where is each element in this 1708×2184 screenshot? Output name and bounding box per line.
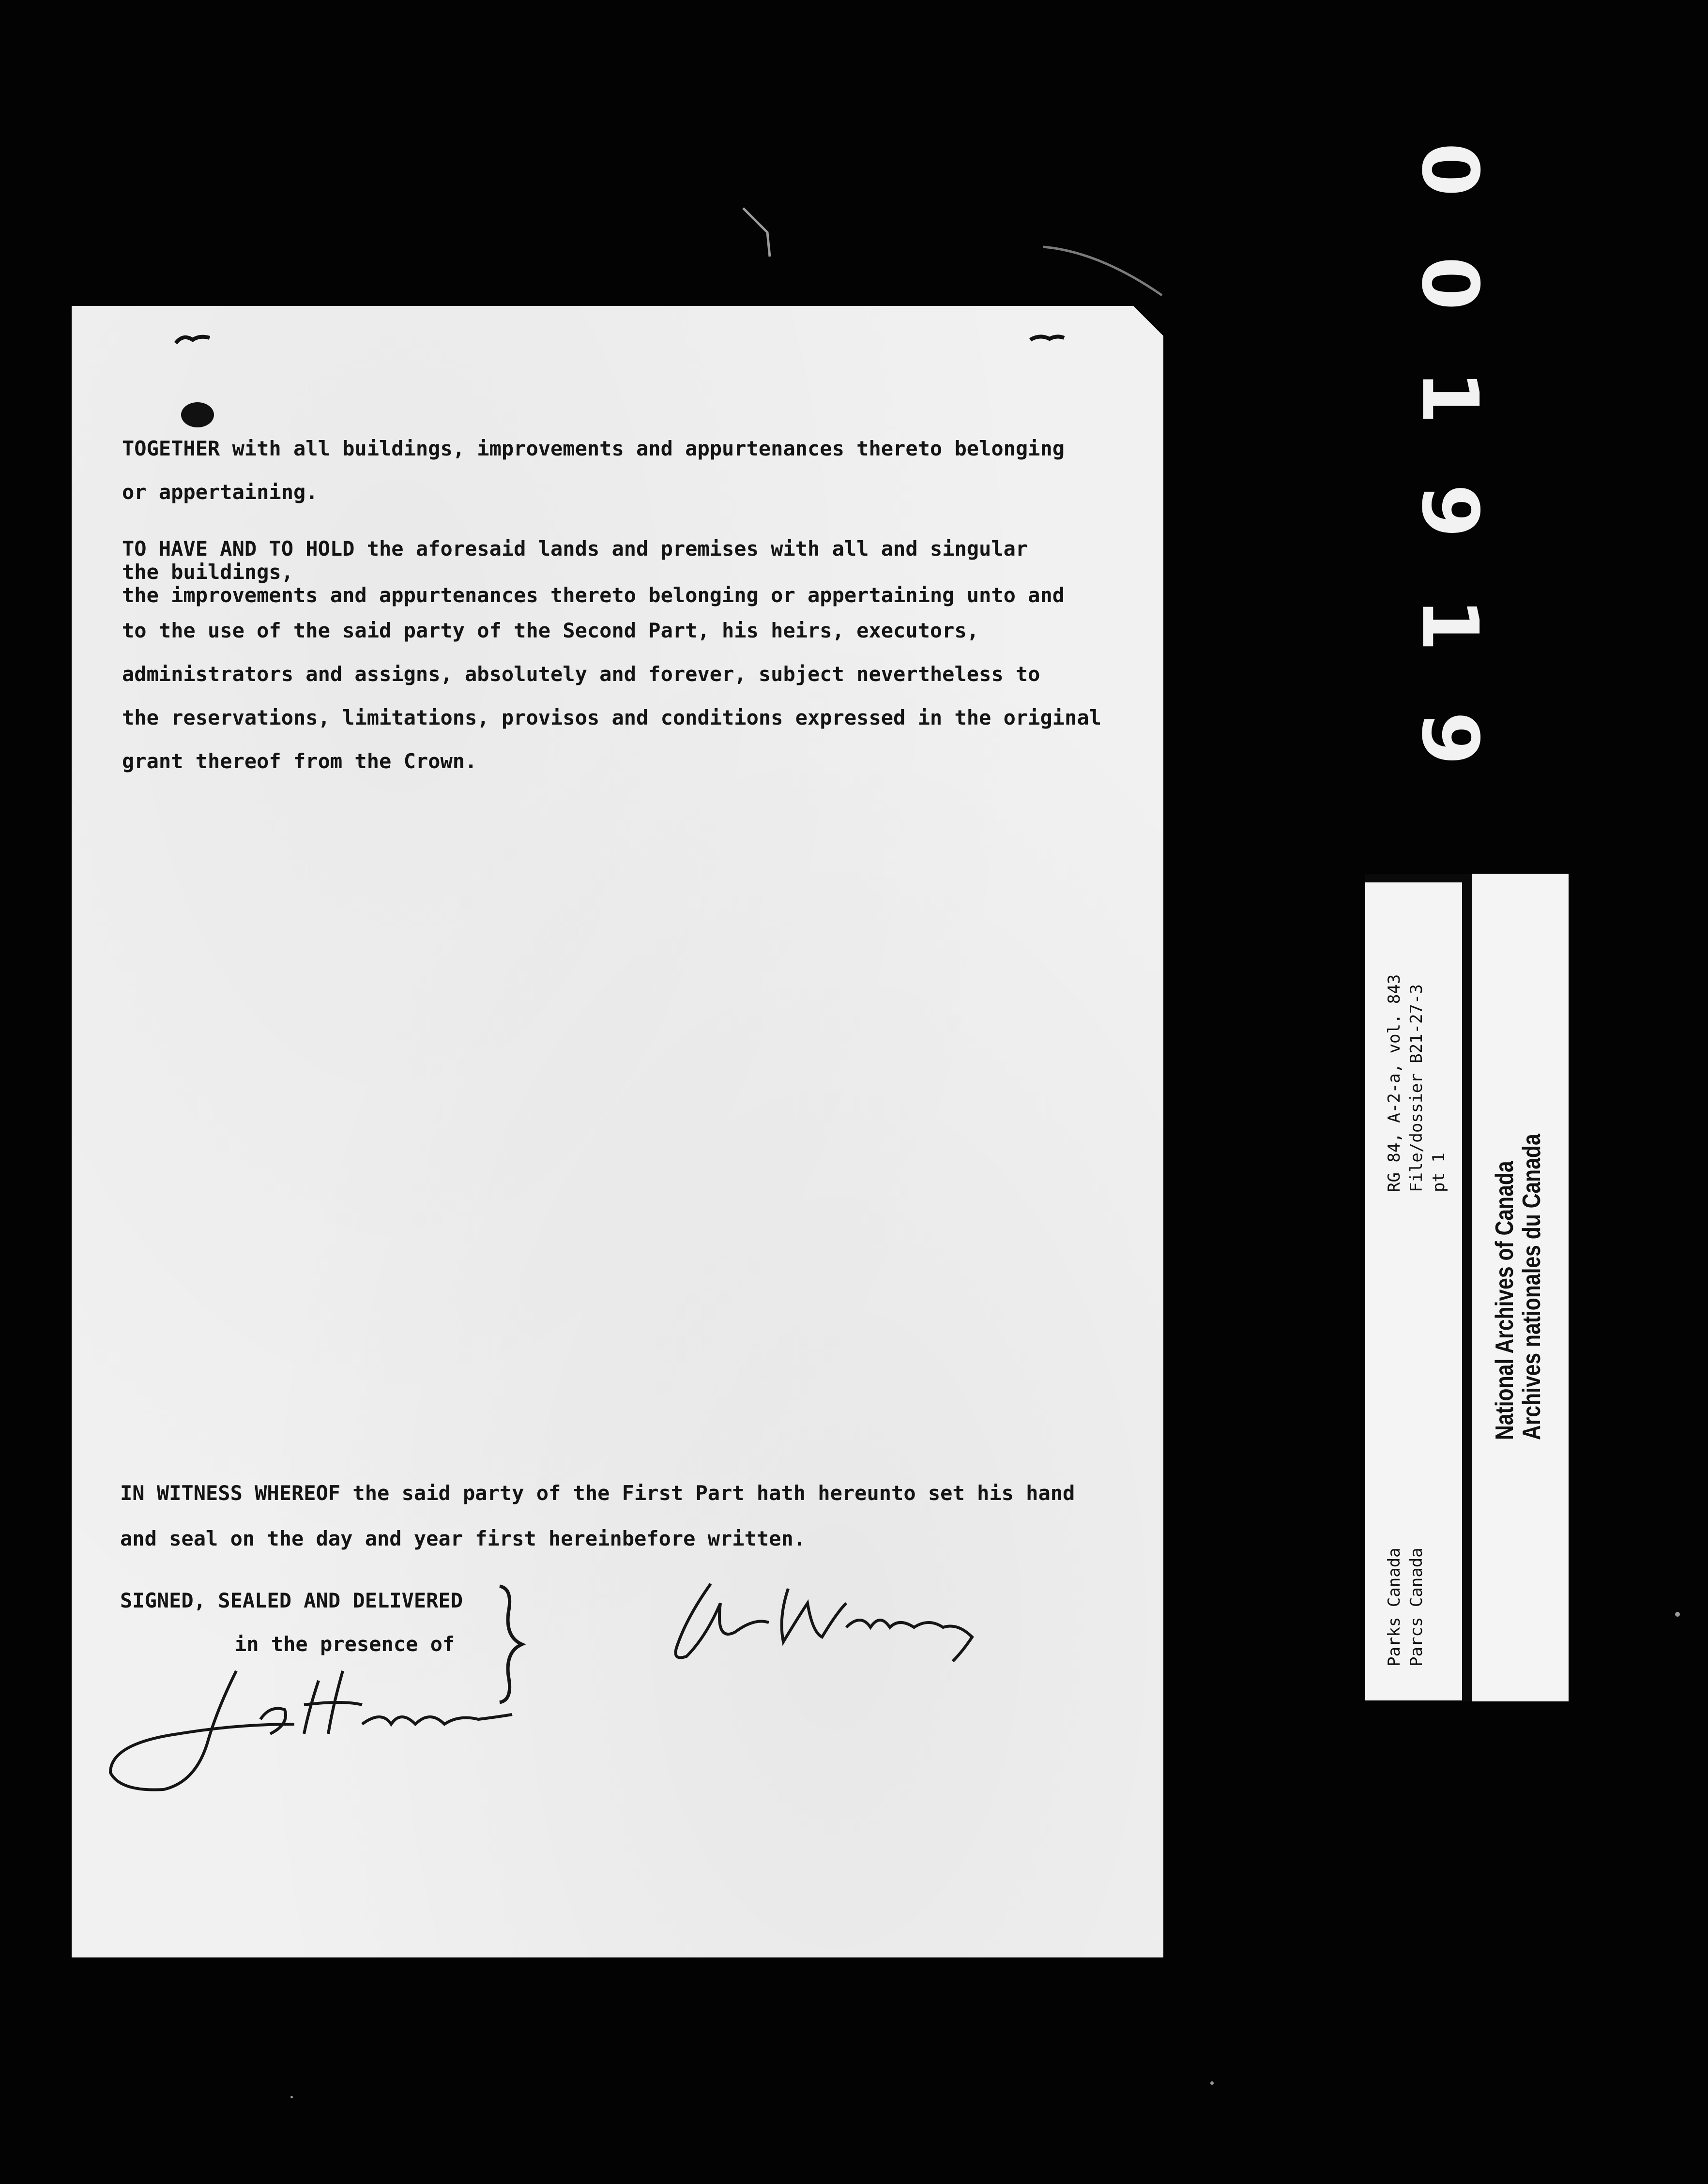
text-line: administrators and assigns, absolutely and forever, subject nevertheless to xyxy=(122,662,1040,686)
agency-name-en: Parks Canada xyxy=(1385,1547,1404,1667)
interlined-insertion: the buildings, xyxy=(122,560,294,584)
archive-label-institution-panel xyxy=(1472,874,1569,1701)
punch-mark xyxy=(173,331,212,350)
habendum-clause xyxy=(122,535,1101,783)
signed-sealed-delivered: SIGNED, SEALED AND DELIVERED xyxy=(120,1589,463,1612)
dust-speck xyxy=(1210,2081,1214,2085)
film-scratch xyxy=(741,203,794,261)
page-corner xyxy=(1131,304,1165,338)
agency-name-fr: Parcs Canada xyxy=(1407,1547,1426,1667)
in-presence-of: in the presence of xyxy=(234,1632,455,1656)
together-clause xyxy=(122,427,1065,514)
archive-name-en: National Archives of Canada xyxy=(1491,1161,1519,1440)
dust-speck xyxy=(290,2096,293,2098)
punch-mark xyxy=(1028,329,1067,349)
reference-line-3: pt 1 xyxy=(1429,1153,1449,1192)
text-line: TO HAVE AND TO HOLD the aforesaid lands and premises with all and singular xyxy=(122,537,1028,561)
film-scratch xyxy=(1041,237,1167,305)
archive-name-fr: Archives nationales du Canada xyxy=(1518,1134,1546,1440)
text-line: or appertaining. xyxy=(122,480,318,504)
archive-label-reference-panel xyxy=(1365,882,1462,1700)
reference-line-1: RG 84, A-2-a, vol. 843 xyxy=(1385,974,1404,1192)
text-line: TOGETHER with all buildings, improvements and appurtenances thereto belonging xyxy=(122,437,1065,460)
witness-signature xyxy=(91,1652,527,1797)
frame-number-text: 0 0 1 9 1 9 xyxy=(1404,142,1495,782)
dust-speck xyxy=(1675,1612,1680,1617)
reference-line-2: File/dossier B21-27-3 xyxy=(1407,984,1426,1192)
text-line: the reservations, limitations, provisos and conditions expressed in the original xyxy=(122,706,1101,729)
text-line: and seal on the day and year first hereinbefore written. xyxy=(120,1527,806,1550)
text-line: IN WITNESS WHEREOF the said party of the First Part hath hereunto set his hand xyxy=(120,1481,1075,1505)
text-line: grant thereof from the Crown. xyxy=(122,749,477,773)
document-page xyxy=(72,306,1163,1957)
text-line: the improvements and appurtenances thereto belonging or appertaining unto and xyxy=(122,583,1065,607)
archive-label xyxy=(1365,874,1569,1701)
text-line: to the use of the said party of the Second Part, his heirs, executors, xyxy=(122,619,979,642)
frame-number xyxy=(1402,142,1498,782)
party-signature xyxy=(643,1574,982,1666)
witness-clause xyxy=(120,1471,1075,1562)
